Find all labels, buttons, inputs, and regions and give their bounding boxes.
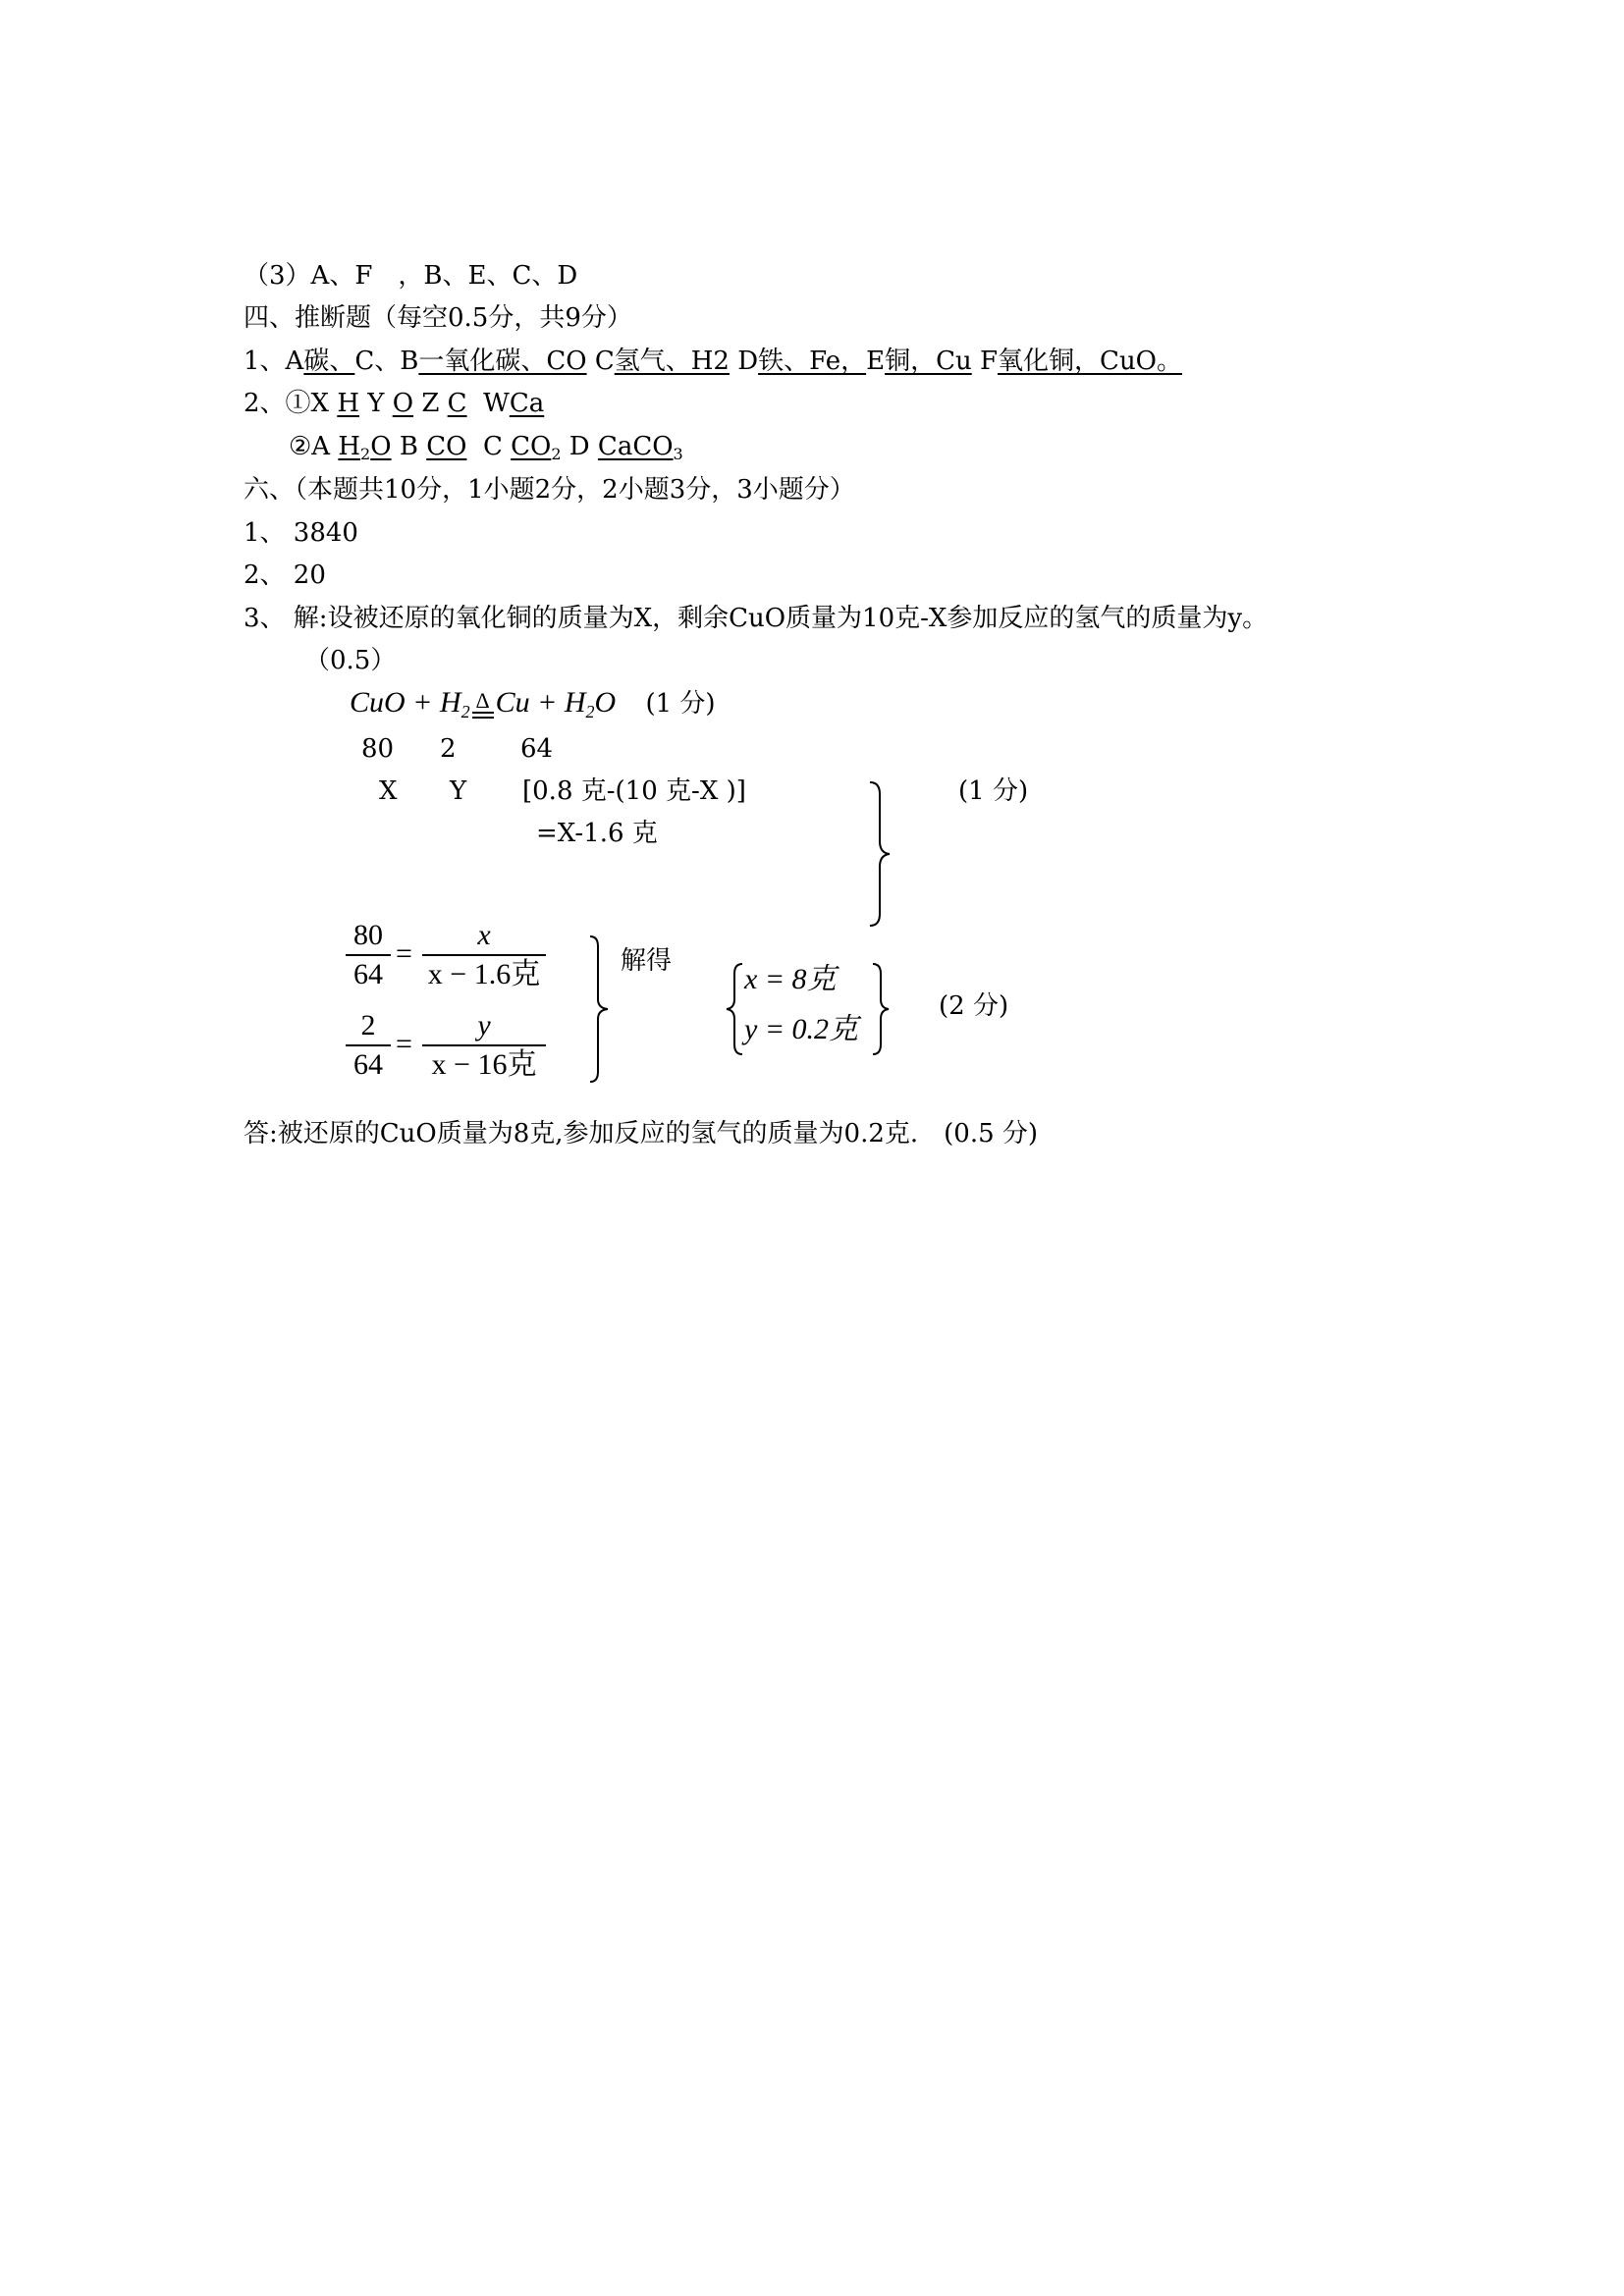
q2-answer-z: C — [447, 389, 467, 418]
section-four-heading: 四、推断题（每空0.5分，共9分） — [244, 303, 632, 333]
q1-answer-b: 一氧化碳、CO — [418, 347, 587, 376]
score-setup: （0.5） — [304, 646, 397, 675]
q2b-answer-c: $CO_2$ — [511, 432, 562, 463]
solve-label: 解得 — [621, 946, 673, 976]
q2b-label-c: C — [482, 432, 503, 461]
fraction-80-64: 80 64 — [346, 917, 391, 993]
q1-label-c: C — [594, 347, 615, 376]
answer-6-3-setup: 3、 解:设被还原的氧化铜的质量为X，剩余CuO质量为10克-X参加反应的氢气的质量为y。 — [244, 604, 1269, 633]
q2-label-y: Y — [367, 389, 385, 418]
q1-label-d: D — [737, 347, 759, 376]
right-brace-fractions — [587, 934, 613, 1084]
q2-label-w: W — [483, 389, 510, 418]
mass-row-unknown: X Y [0.8 克-(10 克-X )] — [379, 776, 746, 806]
fraction-y-over-x-minus: y x − 16克 — [422, 1007, 546, 1084]
line-part3: （3）A、F ，B、E、C、D — [244, 261, 578, 291]
q2-answer-x: H — [337, 389, 360, 418]
q1-answer-a: 碳、 — [303, 347, 355, 376]
q2-answer-y: O — [392, 389, 414, 418]
heat-equals-sign: Δ — [470, 684, 496, 724]
q1-answer-c: 氢气、H2 — [614, 347, 730, 376]
q2-label-z: Z — [421, 389, 440, 418]
q2b-answer-d: CaCO$_3$ — [597, 432, 683, 463]
right-brace-solution — [870, 962, 892, 1056]
fraction-2-64: 2 64 — [346, 1007, 391, 1084]
q1-label-e: E — [866, 347, 886, 376]
q2b-label-d: D — [568, 432, 590, 461]
q1-label-f: F — [980, 347, 999, 376]
left-brace-solution — [725, 962, 746, 1056]
line-q2-2 — [289, 430, 683, 471]
solution-x: x = 8克 — [744, 963, 837, 995]
answer-6-2: 2、 20 — [244, 561, 326, 590]
q2b-answer-a: $H_2O$ — [338, 432, 392, 463]
fraction-x-over-x-minus: x x − 1.6克 — [422, 917, 546, 993]
line-q2-1 — [244, 387, 544, 420]
q1-answer-d: 铁、Fe， — [758, 347, 867, 376]
final-answer: 答:被还原的CuO质量为8克,参加反应的氢气的质量为0.2克. (0.5 分) — [244, 1119, 1039, 1148]
q2-prefix: 2、①X — [244, 389, 330, 418]
q2-answer-w: Ca — [509, 389, 545, 418]
chemical-equation: CuO + $H_2$ Δ $Cu + H_2O$ (1 分) — [350, 683, 716, 731]
equals-sign-2: = — [396, 1028, 412, 1060]
q1-answer-e: 铜，Cu — [885, 347, 972, 376]
equals-sign-1: = — [396, 937, 412, 970]
q1-answer-f: 氧化铜，CuO。 — [998, 347, 1183, 376]
right-brace-large — [866, 780, 895, 928]
score-mass-rows: (1 分) — [958, 776, 1029, 806]
section-six-heading: 六、（本题共10分，1小题2分，2小题3分，3小题分） — [244, 475, 855, 505]
solution-y: y = 0.2克 — [744, 1013, 859, 1045]
answer-6-1: 1、 3840 — [244, 518, 358, 548]
q1-prefix: 1、A — [244, 347, 304, 376]
mass-row-molar: 80 2 64 — [361, 734, 554, 764]
q2b-answer-b: CO — [426, 432, 467, 461]
mass-row-result: =X-1.6 克 — [536, 819, 658, 848]
q2b-prefix: ②A — [289, 432, 331, 461]
score-equation: (1 分) — [645, 689, 716, 719]
score-solution: (2 分) — [939, 991, 1009, 1021]
q2b-label-b: B — [399, 432, 418, 461]
q1-label-cb: C、B — [354, 347, 419, 376]
line-q1 — [244, 345, 1182, 378]
